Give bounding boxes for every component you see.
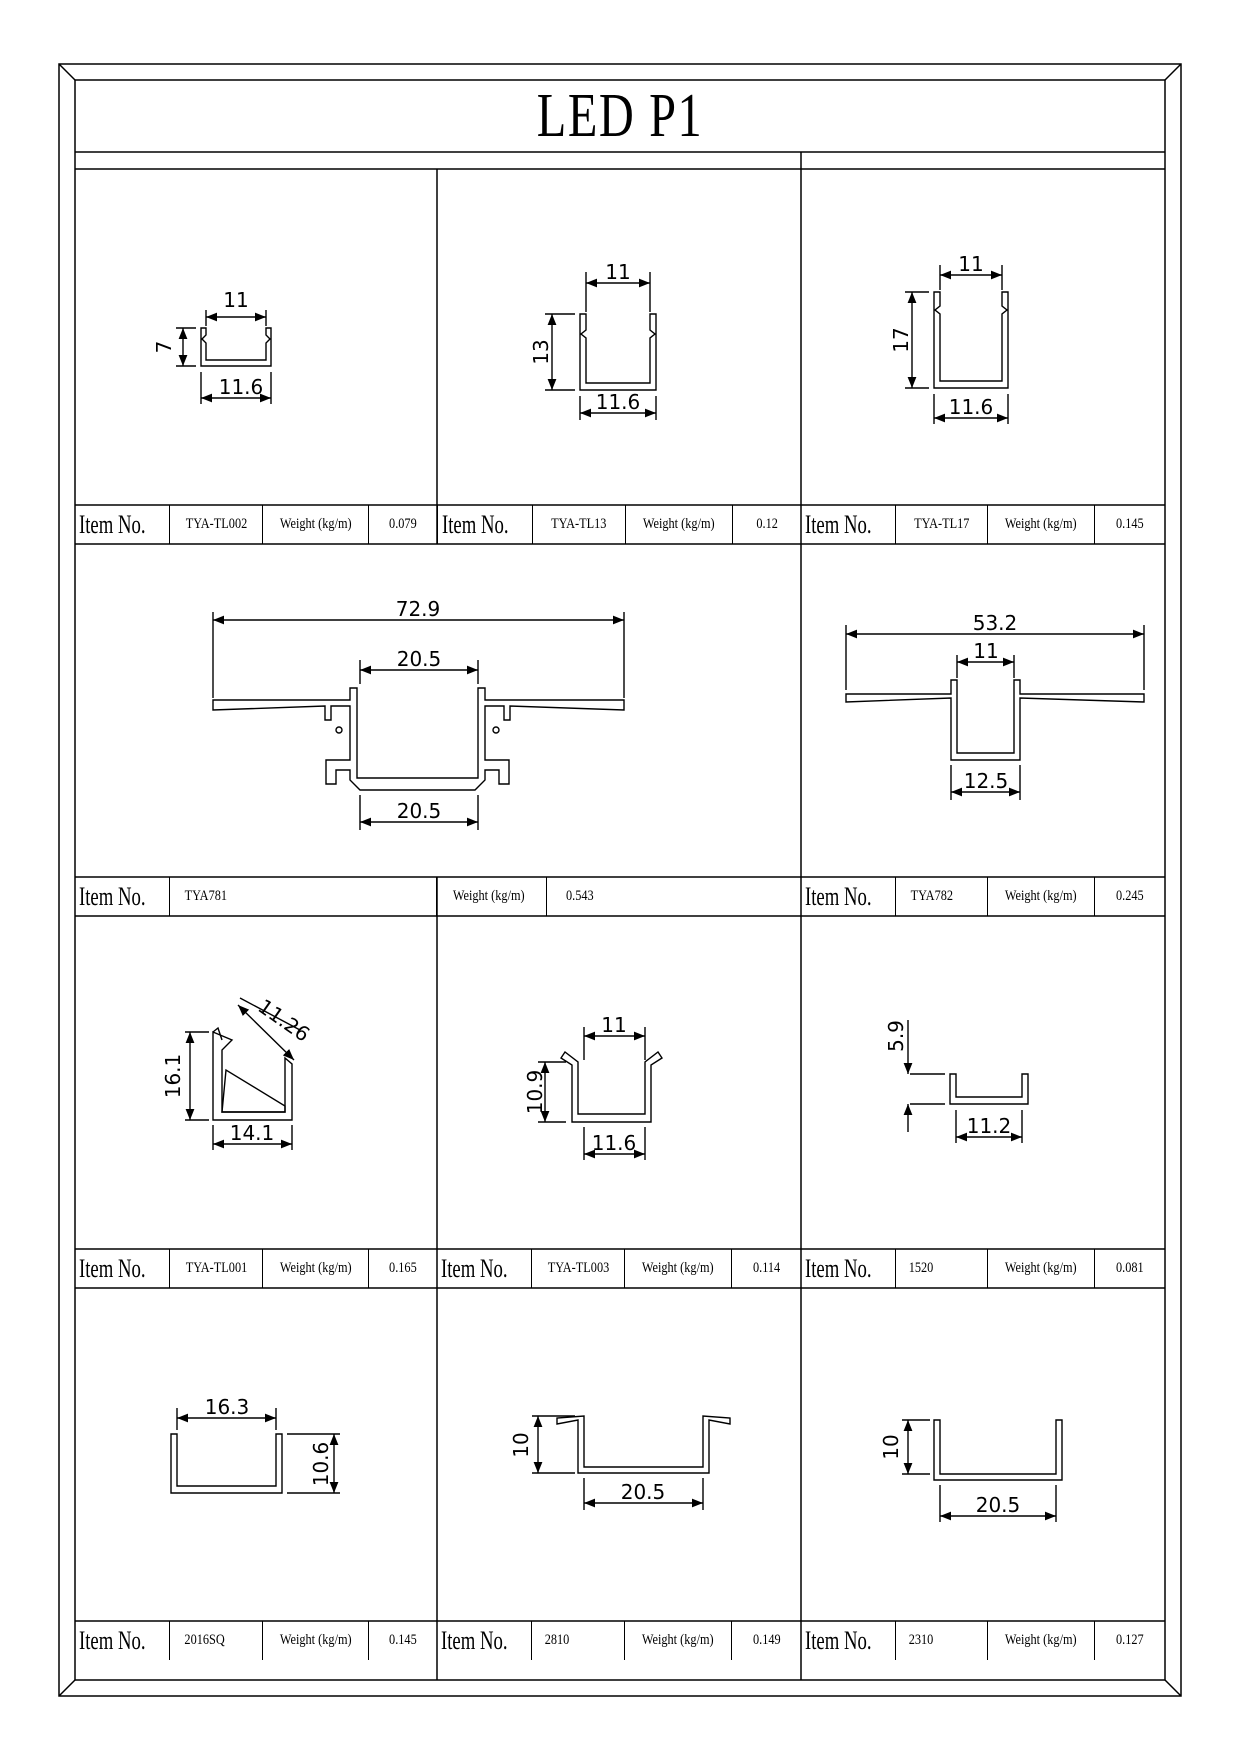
item-no-label: Item No. xyxy=(75,505,170,544)
dim-tl003-width: 11 xyxy=(601,1013,627,1037)
weight-label: Weight (kg/m) xyxy=(988,1621,1095,1660)
weight-value: 0.114 xyxy=(752,1260,781,1276)
item-code: TYA782 xyxy=(896,877,988,916)
dim-2810-base: 20.5 xyxy=(620,1480,666,1504)
profile-tya781 xyxy=(213,612,624,830)
dim-tl17-base: 11.6 xyxy=(948,395,994,419)
dim-tl13-width: 11 xyxy=(605,260,631,284)
weight-value: 0.127 xyxy=(1115,1632,1144,1648)
info-row-tya-tl003 xyxy=(437,1249,801,1288)
item-code: 2810 xyxy=(532,1621,625,1660)
dim-tya781-overall: 72.9 xyxy=(395,597,441,621)
dim-tl003-height: 10.9 xyxy=(523,1069,547,1115)
weight-label: Weight (kg/m) xyxy=(437,877,547,916)
info-row-1520 xyxy=(801,1249,1165,1288)
dim-tl001-height: 16.1 xyxy=(161,1053,185,1099)
weight-value: 0.12 xyxy=(756,516,778,532)
info-row-2310 xyxy=(801,1621,1165,1660)
weight-value: 0.145 xyxy=(1115,516,1144,532)
page-title: LED P1 xyxy=(536,81,704,150)
weight-label: Weight (kg/m) xyxy=(988,1249,1095,1288)
item-no-label: Item No. xyxy=(437,1621,532,1660)
weight-label: Weight (kg/m) xyxy=(988,505,1095,544)
dim-tl13-height: 13 xyxy=(529,339,553,365)
dim-tya782-overall: 53.2 xyxy=(972,611,1018,635)
weight-value: 0.245 xyxy=(1115,888,1144,904)
dim-tl002-width: 11 xyxy=(223,288,249,312)
item-no-label: Item No. xyxy=(437,1249,532,1288)
item-code: TYA-TL001 xyxy=(170,1249,263,1288)
weight-value: 0.165 xyxy=(389,1260,417,1276)
dim-2310-height: 10 xyxy=(879,1434,903,1460)
item-no-label: Item No. xyxy=(75,1621,170,1660)
weight-label: Weight (kg/m) xyxy=(988,877,1095,916)
weight-label: Weight (kg/m) xyxy=(626,505,733,544)
info-row-2016sq xyxy=(75,1621,437,1660)
info-row-tya-tl002 xyxy=(75,505,437,544)
weight-value: 0.543 xyxy=(566,888,594,904)
info-row-2810 xyxy=(437,1621,801,1660)
item-code: 1520 xyxy=(896,1249,988,1288)
dim-tya781-inner: 20.5 xyxy=(396,647,442,671)
dim-2310-base: 20.5 xyxy=(975,1493,1021,1517)
weight-value: 0.149 xyxy=(752,1632,781,1648)
item-code: TYA-TL13 xyxy=(533,505,626,544)
item-code: 2016SQ xyxy=(170,1621,263,1660)
item-code: TYA-TL17 xyxy=(896,505,988,544)
weight-label: Weight (kg/m) xyxy=(263,505,369,544)
item-code: TYA781 xyxy=(170,877,437,916)
weight-value: 0.079 xyxy=(389,516,417,532)
info-row-tya-tl13 xyxy=(437,505,801,544)
dim-tl13-base: 11.6 xyxy=(595,390,641,414)
info-row-tya781 xyxy=(75,877,801,916)
weight-value: 0.145 xyxy=(389,1632,417,1648)
dim-tl001-diagonal: 11.26 xyxy=(253,994,315,1047)
dim-tya781-base: 20.5 xyxy=(396,799,442,823)
dim-tl002-height: 7 xyxy=(152,340,176,354)
dim-1520-base: 11.2 xyxy=(966,1114,1012,1138)
item-no-label: Item No. xyxy=(801,877,896,916)
weight-label: Weight (kg/m) xyxy=(625,1249,732,1288)
dim-tl17-height: 17 xyxy=(889,327,913,353)
dim-2016sq-width: 16.3 xyxy=(204,1395,250,1419)
weight-label: Weight (kg/m) xyxy=(263,1621,369,1660)
weight-label: Weight (kg/m) xyxy=(625,1621,732,1660)
item-code: 2310 xyxy=(896,1621,988,1660)
item-code: TYA-TL002 xyxy=(170,505,263,544)
dim-tl003-base: 11.6 xyxy=(591,1131,637,1155)
item-code: TYA-TL003 xyxy=(532,1249,625,1288)
dim-1520-height: 5.9 xyxy=(884,1020,908,1052)
dim-tya782-base: 12.5 xyxy=(963,769,1009,793)
dim-tl002-base: 11.6 xyxy=(218,375,264,399)
dim-tl001-base: 14.1 xyxy=(229,1121,275,1145)
info-row-tya-tl001 xyxy=(75,1249,437,1288)
item-no-label: Item No. xyxy=(801,505,896,544)
item-no-label: Item No. xyxy=(75,1249,170,1288)
item-no-label: Item No. xyxy=(801,1621,896,1660)
dim-tya782-inner: 11 xyxy=(973,639,999,663)
dim-2016sq-height: 10.6 xyxy=(309,1441,333,1487)
item-no-label: Item No. xyxy=(438,505,533,544)
dim-tl17-width: 11 xyxy=(958,252,984,276)
weight-label: Weight (kg/m) xyxy=(263,1249,369,1288)
info-row-tya782 xyxy=(801,877,1165,916)
item-no-label: Item No. xyxy=(801,1249,896,1288)
info-row-tya-tl17 xyxy=(801,505,1165,544)
weight-value: 0.081 xyxy=(1115,1260,1144,1276)
dim-2810-height: 10 xyxy=(509,1432,533,1458)
item-no-label: Item No. xyxy=(75,877,170,916)
